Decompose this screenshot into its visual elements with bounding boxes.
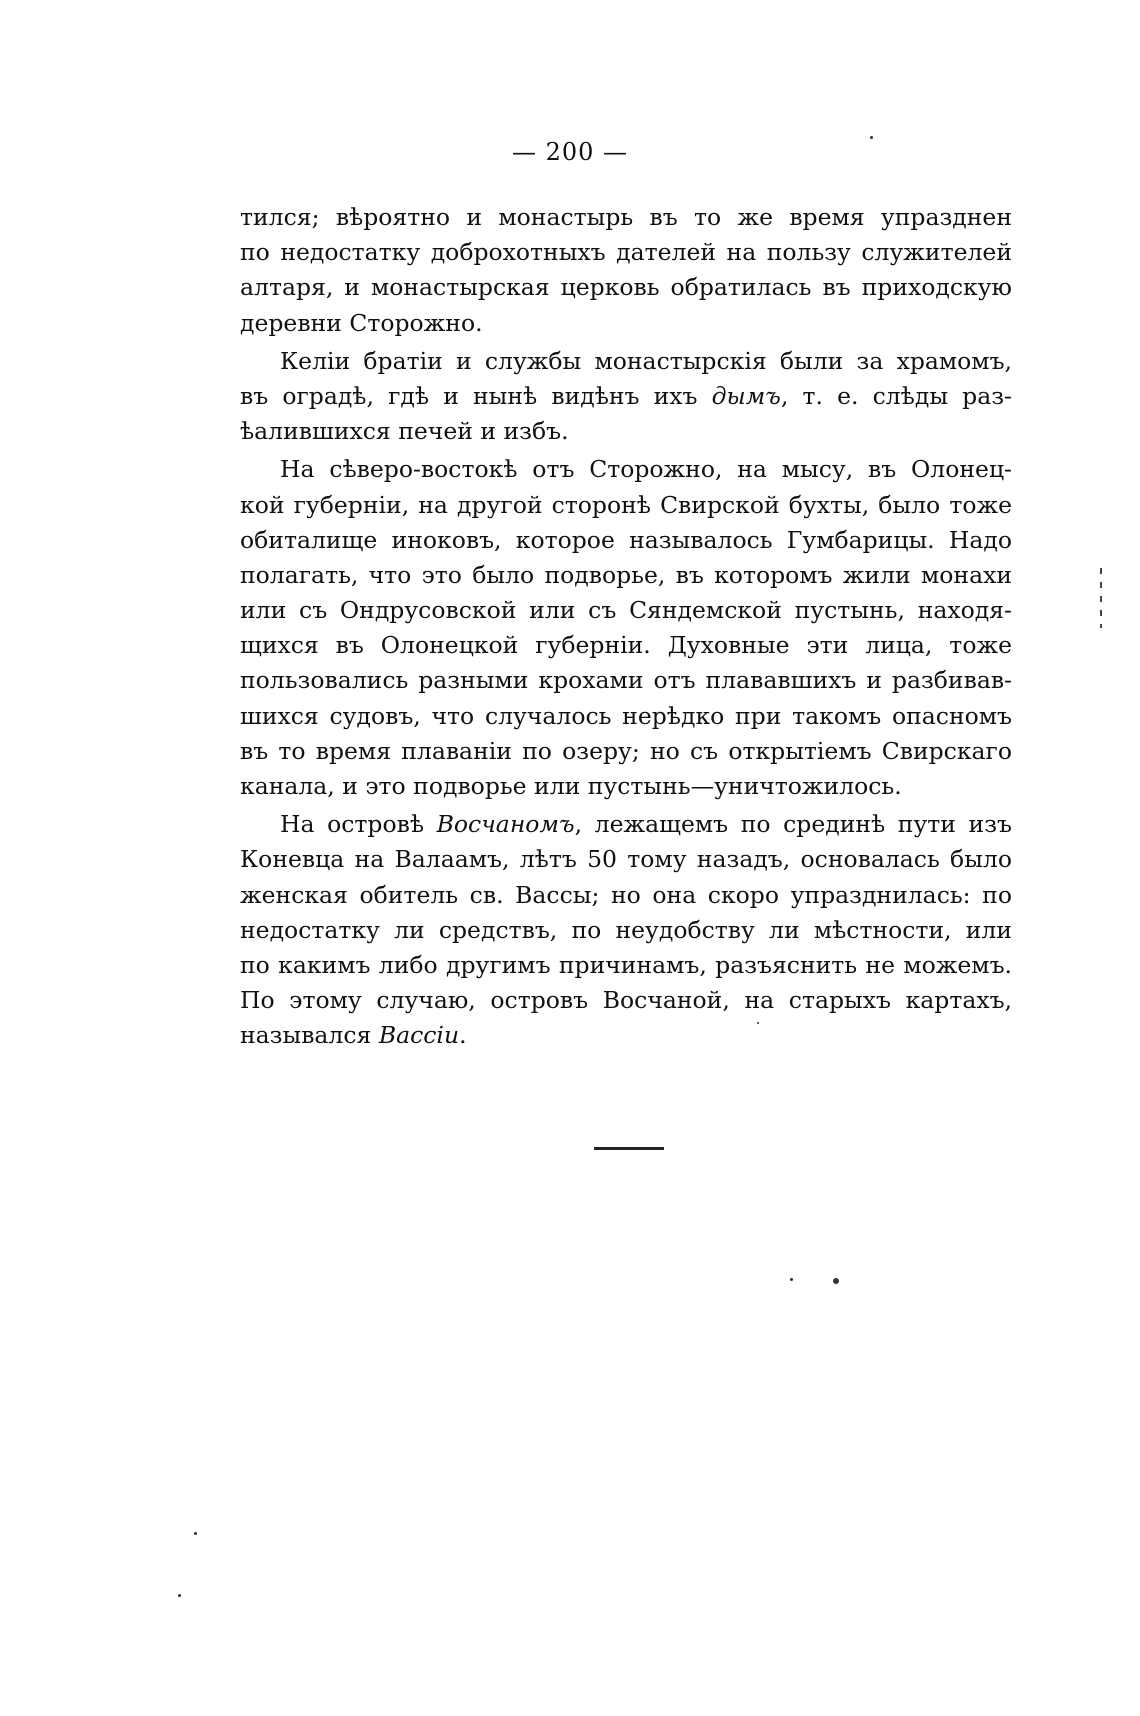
text-line: женская обитель св. Вассы; но она скоро упразднилась: по (240, 880, 1012, 909)
text-line: Келіи братіи и службы монастырскія были за храмомъ, (280, 346, 1012, 375)
text-segment: , т. е. слѣды раз- (780, 381, 1012, 410)
paragraph-4 (240, 807, 1012, 1053)
text-line: шихся судовъ, что случалось нерѣдко при такомъ опасномъ (240, 701, 1012, 730)
text-line: Коневца на Валаамъ, лѣтъ 50 тому назадъ, основалась было (240, 845, 1012, 874)
speck (833, 1278, 839, 1284)
text-line (240, 807, 1012, 842)
speck (757, 1022, 759, 1024)
text-segment: въ оградѣ, гдѣ и нынѣ видѣнъ ихъ (240, 381, 712, 410)
italic-term: дымъ (711, 381, 781, 410)
text-line: обиталище иноковъ, которое называлось Гумбарицы. Надо (240, 525, 1012, 554)
text-line: щихся въ Олонецкой губерніи. Духовные эти лица, тоже (240, 631, 1012, 660)
text-line: или съ Ондрусовской или съ Сяндемской пустынь, находя- (240, 596, 1012, 625)
text-line: На сѣверо-востокѣ отъ Сторожно, на мысу, въ Олонец- (280, 455, 1012, 484)
body-text (240, 200, 1012, 1054)
text-line: по какимъ либо другимъ причинамъ, разъяснить не можемъ. (240, 950, 1012, 979)
text-line (240, 379, 1012, 414)
text-line: недостатку ли средствъ, по неудобству ли мѣстности, или (240, 915, 1012, 944)
italic-term: Вассіи (378, 1021, 460, 1050)
margin-mark (1100, 568, 1102, 628)
paragraph-2 (240, 344, 1012, 450)
text-line: тился; вѣроятно и монастырь въ то же время упразднен (240, 203, 1012, 231)
speck (790, 1278, 793, 1281)
text-line: въ то время плаваніи по озеру; но съ открытіемъ Свирскаго (240, 736, 1012, 765)
text-line: по недостатку доброхотныхъ дателей на пользу служителей (240, 238, 1012, 267)
text-segment: , лежащемъ по срединѣ пути изъ (574, 810, 1012, 839)
italic-term: Восчаномъ (436, 810, 575, 839)
text-line: канала, и это подворье или пустынь—уничтожилось. (240, 772, 902, 800)
page-number: — 200 — (511, 138, 629, 166)
text-line: деревни Сторожно. (240, 308, 483, 337)
text-line: пользовались разными крохами отъ плававшихъ и разбивав- (240, 666, 1012, 695)
text-line: ѣалившихся печей и избъ. (240, 417, 569, 446)
text-segment: назывался (240, 1021, 379, 1050)
text-line: полагать, что это было подворье, въ которомъ жили монахи (240, 560, 1012, 589)
speck (870, 136, 873, 139)
text-segment: . (459, 1021, 467, 1050)
text-line (240, 1018, 1012, 1053)
text-line: кой губерніи, на другой сторонѣ Свирской бухты, было тоже (240, 490, 1012, 519)
speck (178, 1594, 181, 1597)
paragraph-1 (240, 200, 1012, 341)
paragraph-3 (240, 452, 1012, 804)
speck (194, 1532, 197, 1535)
end-rule (594, 1147, 664, 1150)
text-line: алтаря, и монастырская церковь обратилась въ приходскую (240, 273, 1012, 302)
text-line: По этому случаю, островъ Восчаной, на старыхъ картахъ, (240, 986, 1012, 1015)
text-segment: На островѣ (280, 810, 437, 839)
